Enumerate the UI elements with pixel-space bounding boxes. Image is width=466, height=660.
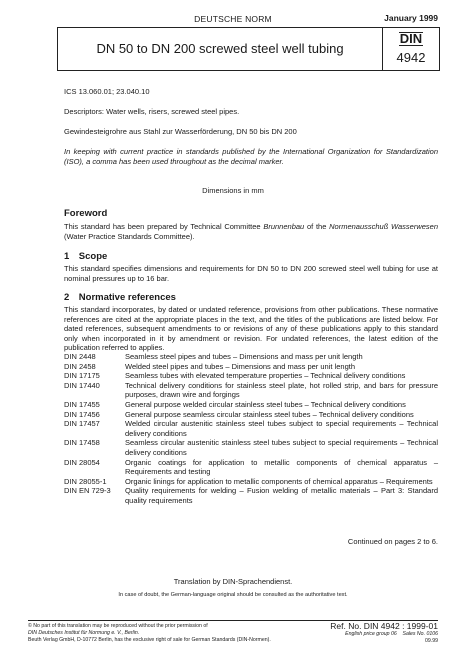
committee-name: Brunnenbau bbox=[263, 222, 305, 231]
reference-row bbox=[64, 362, 438, 372]
reference-code: DIN 2448 bbox=[64, 352, 96, 361]
reference-row bbox=[64, 371, 438, 381]
reference-code: DIN EN 729-3 bbox=[64, 486, 111, 496]
scope-heading: 1 Scope bbox=[64, 251, 108, 262]
reference-info bbox=[330, 621, 438, 644]
reference-title: Seamless steel pipes and tubes – Dimensions and mass per unit length bbox=[125, 352, 363, 361]
reference-title: Seamless circular austenitic stainless steel tubes subject to special requirements – Technical delivery conditions bbox=[125, 438, 438, 457]
reference-row bbox=[64, 381, 438, 400]
reference-code: DIN 17457 bbox=[64, 419, 100, 429]
reference-title: Seamless tubes with elevated temperature properties – Technical delivery conditions bbox=[125, 371, 406, 381]
reference-row bbox=[64, 400, 438, 410]
reference-code: DIN 17455 bbox=[64, 399, 100, 409]
title-box bbox=[57, 27, 440, 71]
reference-code: DIN 28055-1 bbox=[64, 476, 107, 486]
reference-row bbox=[64, 438, 438, 457]
iso-note: In keeping with current practice in standards published by the International Organization for Standardization (ISO), a comma has been used throughout as the decimal marker. bbox=[64, 147, 438, 166]
standard-number: 4942 bbox=[396, 50, 426, 65]
dimensions-note: Dimensions in mm bbox=[202, 186, 264, 195]
translation-disclaimer: In case of doubt, the German-language original should be consulted as the authoritative text. bbox=[118, 592, 348, 598]
translation-credit: Translation by DIN-Sprachendienst. bbox=[173, 577, 293, 586]
normative-references-text: This standard incorporates, by dated or undated reference, provisions from other publications. These normative references are cited at the appropriate places in the text, and the titles of the publications are listed below. For dated references, subsequent amendments to or revisions of any of these publications apply to this standard only when incorporated in it by amendment or revision. For undated references, the latest edition of the publication referred to applies. bbox=[64, 305, 438, 353]
reference-title: Quality requirements for welding – Fusion welding of metallic materials – Part 3: Standard quality requirements bbox=[125, 486, 438, 505]
normative-references-heading: 2 Normative references bbox=[64, 292, 176, 303]
reference-title: Organic coatings for application to metallic components of chemical apparatus – Requirements and testing bbox=[125, 457, 438, 477]
reference-code: DIN 2458 bbox=[64, 361, 96, 371]
reference-row bbox=[64, 477, 438, 487]
reference-title: Welded steel pipes and tubes – Dimensions and mass per unit length bbox=[125, 361, 355, 371]
references-list bbox=[64, 352, 438, 506]
reference-row bbox=[64, 458, 438, 477]
standard-type: DEUTSCHE NORM bbox=[194, 14, 272, 24]
reference-code: DIN 17458 bbox=[64, 438, 100, 448]
publication-date: January 1999 bbox=[384, 13, 438, 23]
scope-text: This standard specifies dimensions and requirements for DN 50 to DN 200 screwed steel well tubing for use at nominal pressures up to 16 bar. bbox=[64, 264, 438, 283]
document-title: DN 50 to DN 200 screwed steel well tubing bbox=[96, 41, 344, 56]
reference-code: DIN 17440 bbox=[64, 380, 100, 390]
din-logo bbox=[383, 28, 439, 70]
german-title: Gewindesteigrohre aus Stahl zur Wasserförderung, DN 50 bis DN 200 bbox=[64, 127, 297, 136]
din-logo-mark: DIN bbox=[399, 31, 423, 46]
standards-body-name: Normenausschuß Wasserwesen bbox=[329, 222, 438, 231]
reference-title: Welded circular austenitic stainless steel tubes subject to special requirements – Technical delivery conditions bbox=[125, 419, 438, 438]
reference-row bbox=[64, 410, 438, 420]
reference-code: DIN 17175 bbox=[64, 371, 100, 381]
reference-code: DIN 17456 bbox=[64, 409, 100, 419]
print-code: 09.99 bbox=[425, 637, 438, 644]
reference-title: Organic linings for application to metallic components of chemical apparatus – Requirements bbox=[125, 476, 433, 486]
reference-row bbox=[64, 352, 438, 362]
continued-note: Continued on pages 2 to 6. bbox=[347, 537, 438, 546]
reference-code: DIN 28054 bbox=[64, 457, 100, 467]
reference-number: Ref. No. DIN 4942 : 1999-01 bbox=[330, 621, 438, 631]
reference-title: General purpose welded circular stainless steel tubes – Technical delivery conditions bbox=[125, 399, 406, 409]
reference-title: General purpose seamless circular stainless steel tubes – Technical delivery conditions bbox=[125, 409, 414, 419]
descriptors: Descriptors: Water wells, risers, screwed steel pipes. bbox=[64, 107, 240, 116]
foreword-heading: Foreword bbox=[64, 208, 108, 219]
reference-row bbox=[64, 486, 438, 505]
copyright-notice: © No part of this translation may be reproduced without the prior permission of DIN Deutsches Institut für Normung e. V., Berlin. Beuth Verlag GmbH, D-10772 Berlin, has the exclusive right of sale for German Standards (DIN-Normen). bbox=[28, 623, 271, 643]
price-and-sales-info: English price group 06 Sales No. 0106 bbox=[345, 631, 438, 637]
reference-title: Technical delivery conditions for stainless steel plate, hot rolled strip, and bars for pressure purposes, drawn wire and forgings bbox=[125, 380, 438, 400]
ics-codes: ICS 13.060.01; 23.040.10 bbox=[64, 87, 150, 96]
reference-row bbox=[64, 419, 438, 438]
foreword-text: This standard has been prepared by Technical Committee Brunnenbau of the Normenausschuß Wasserwesen (Water Practice Standards Committee). bbox=[64, 222, 438, 241]
